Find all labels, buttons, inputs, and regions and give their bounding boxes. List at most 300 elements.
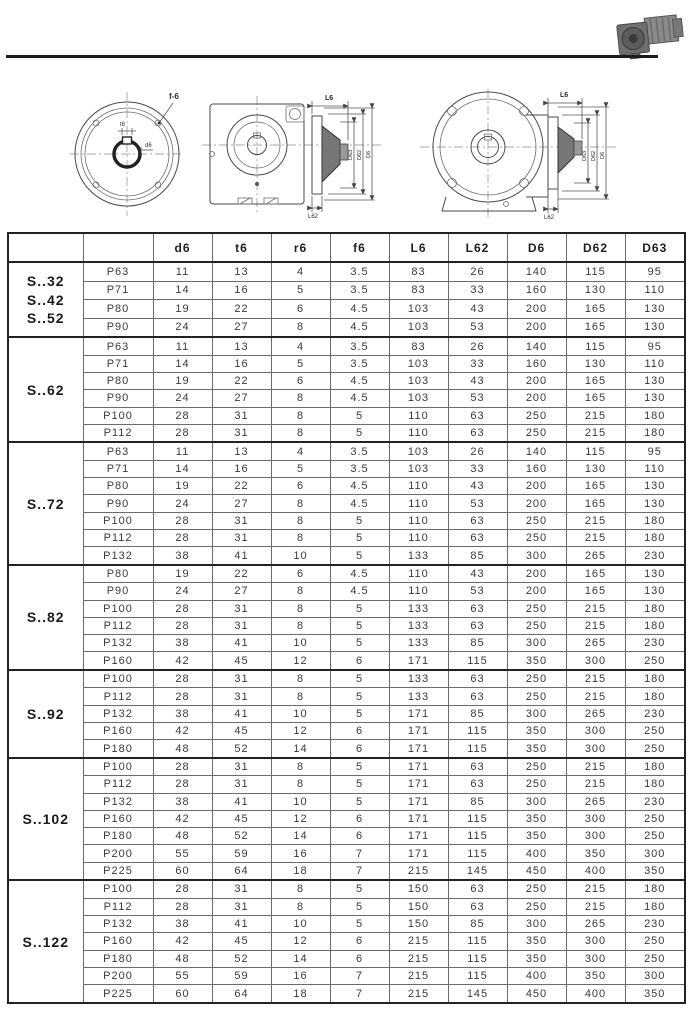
- motor-size-cell: P132: [83, 915, 153, 932]
- value-cell: 165: [566, 318, 625, 337]
- value-cell: 171: [389, 845, 448, 862]
- value-cell: 27: [212, 390, 271, 407]
- value-cell: 150: [389, 880, 448, 898]
- front-dia-label-d63: D63: [582, 150, 588, 161]
- value-cell: 28: [153, 530, 212, 547]
- value-cell: 140: [507, 442, 566, 460]
- table-row: [8, 530, 685, 547]
- value-cell: 400: [507, 845, 566, 862]
- table-row: [8, 337, 685, 355]
- value-cell: 48: [153, 950, 212, 967]
- value-cell: 115: [448, 828, 507, 845]
- value-cell: 115: [566, 262, 625, 281]
- value-cell: 14: [153, 281, 212, 299]
- value-cell: 400: [566, 985, 625, 1003]
- value-cell: 14: [153, 460, 212, 477]
- value-cell: 19: [153, 565, 212, 583]
- motor-size-cell: P80: [83, 373, 153, 390]
- value-cell: 165: [566, 565, 625, 583]
- value-cell: 110: [389, 530, 448, 547]
- value-cell: 130: [566, 281, 625, 299]
- value-cell: 5: [330, 512, 389, 529]
- value-cell: 300: [566, 740, 625, 758]
- side-view-drawing: [200, 88, 385, 220]
- value-cell: 130: [566, 460, 625, 477]
- table-row: [8, 300, 685, 318]
- value-cell: 350: [625, 862, 685, 880]
- value-cell: 5: [330, 880, 389, 898]
- value-cell: 28: [153, 407, 212, 424]
- table-row: [8, 967, 685, 984]
- motor-size-cell: P71: [83, 355, 153, 372]
- value-cell: 41: [212, 547, 271, 565]
- value-cell: 53: [448, 495, 507, 512]
- flange-callout-label: f-6: [169, 92, 179, 101]
- value-cell: 300: [625, 845, 685, 862]
- value-cell: 115: [448, 950, 507, 967]
- value-cell: 27: [212, 495, 271, 512]
- value-cell: 24: [153, 583, 212, 600]
- value-cell: 63: [448, 617, 507, 634]
- value-cell: 42: [153, 933, 212, 950]
- value-cell: 8: [271, 670, 330, 688]
- value-cell: 26: [448, 442, 507, 460]
- value-cell: 10: [271, 915, 330, 932]
- value-cell: 33: [448, 460, 507, 477]
- value-cell: 200: [507, 565, 566, 583]
- value-cell: 28: [153, 600, 212, 617]
- value-cell: 171: [389, 740, 448, 758]
- value-cell: 7: [330, 845, 389, 862]
- value-cell: 180: [625, 688, 685, 705]
- value-cell: 60: [153, 862, 212, 880]
- value-cell: 171: [389, 776, 448, 793]
- value-cell: 55: [153, 845, 212, 862]
- value-cell: 13: [212, 337, 271, 355]
- value-cell: 64: [212, 862, 271, 880]
- value-cell: 8: [271, 530, 330, 547]
- table-row: [8, 705, 685, 722]
- value-cell: 171: [389, 758, 448, 776]
- value-cell: 400: [566, 862, 625, 880]
- value-cell: 115: [448, 652, 507, 670]
- front-dia-label-d6: D6: [600, 151, 606, 159]
- value-cell: 133: [389, 617, 448, 634]
- value-cell: 6: [330, 810, 389, 827]
- value-cell: 180: [625, 776, 685, 793]
- value-cell: 63: [448, 407, 507, 424]
- table-row: [8, 776, 685, 793]
- flange-view-drawing: [60, 86, 190, 221]
- value-cell: 300: [566, 723, 625, 740]
- table-row: [8, 845, 685, 862]
- value-cell: 41: [212, 793, 271, 810]
- value-cell: 53: [448, 390, 507, 407]
- value-cell: 250: [507, 512, 566, 529]
- value-cell: 11: [153, 262, 212, 281]
- value-cell: 42: [153, 652, 212, 670]
- value-cell: 10: [271, 705, 330, 722]
- value-cell: 6: [330, 723, 389, 740]
- value-cell: 63: [448, 530, 507, 547]
- value-cell: 63: [448, 670, 507, 688]
- value-cell: 250: [507, 776, 566, 793]
- value-cell: 103: [389, 373, 448, 390]
- value-cell: 145: [448, 862, 507, 880]
- value-cell: 110: [389, 424, 448, 442]
- value-cell: 8: [271, 318, 330, 337]
- value-cell: 63: [448, 776, 507, 793]
- value-cell: 14: [271, 740, 330, 758]
- value-cell: 171: [389, 705, 448, 722]
- value-cell: 31: [212, 424, 271, 442]
- value-cell: 28: [153, 898, 212, 915]
- value-cell: 215: [566, 617, 625, 634]
- value-cell: 5: [330, 635, 389, 652]
- value-cell: 63: [448, 898, 507, 915]
- value-cell: 6: [330, 652, 389, 670]
- table-row: [8, 810, 685, 827]
- side-dia-label-d6: D6: [366, 150, 372, 158]
- value-cell: 230: [625, 915, 685, 932]
- value-cell: 5: [330, 600, 389, 617]
- value-cell: 180: [625, 512, 685, 529]
- motor-size-cell: P100: [83, 880, 153, 898]
- motor-size-cell: P132: [83, 705, 153, 722]
- value-cell: 450: [507, 862, 566, 880]
- group-label-cell: [8, 262, 83, 337]
- value-cell: 300: [566, 652, 625, 670]
- value-cell: 160: [507, 281, 566, 299]
- value-cell: 171: [389, 652, 448, 670]
- value-cell: 130: [625, 583, 685, 600]
- value-cell: 83: [389, 281, 448, 299]
- motor-size-cell: P63: [83, 442, 153, 460]
- value-cell: 450: [507, 985, 566, 1003]
- value-cell: 64: [212, 985, 271, 1003]
- value-cell: 19: [153, 478, 212, 495]
- group-label-cell: [8, 442, 83, 564]
- group-label: S..42: [26, 291, 65, 308]
- value-cell: 28: [153, 617, 212, 634]
- value-cell: 4.5: [330, 495, 389, 512]
- value-cell: 5: [330, 705, 389, 722]
- motor-size-cell: P160: [83, 652, 153, 670]
- value-cell: 165: [566, 300, 625, 318]
- value-cell: 300: [566, 810, 625, 827]
- side-dia-label-d63: D63: [348, 149, 354, 160]
- value-cell: 11: [153, 442, 212, 460]
- value-cell: 59: [212, 967, 271, 984]
- value-cell: 38: [153, 547, 212, 565]
- value-cell: 8: [271, 600, 330, 617]
- value-cell: 230: [625, 705, 685, 722]
- value-cell: 350: [507, 652, 566, 670]
- group-label-cell: [8, 880, 83, 1003]
- table-row: [8, 688, 685, 705]
- group-label: S..72: [26, 495, 65, 512]
- value-cell: 53: [448, 318, 507, 337]
- value-cell: 12: [271, 652, 330, 670]
- corner-cell: [83, 233, 153, 262]
- value-cell: 180: [625, 407, 685, 424]
- front-dia-label-d62: D62: [591, 150, 597, 161]
- value-cell: 103: [389, 318, 448, 337]
- value-cell: 115: [448, 810, 507, 827]
- value-cell: 300: [507, 705, 566, 722]
- motor-size-cell: P71: [83, 281, 153, 299]
- value-cell: 215: [566, 424, 625, 442]
- value-cell: 215: [389, 985, 448, 1003]
- value-cell: 350: [507, 950, 566, 967]
- value-cell: 250: [507, 407, 566, 424]
- value-cell: 3.5: [330, 281, 389, 299]
- value-cell: 145: [448, 985, 507, 1003]
- table-row: [8, 740, 685, 758]
- column-header-D6: D6: [507, 233, 566, 262]
- value-cell: 12: [271, 723, 330, 740]
- table-row: [8, 442, 685, 460]
- column-header-L62: L62: [448, 233, 507, 262]
- group-label-cell: [8, 337, 83, 442]
- value-cell: 5: [330, 898, 389, 915]
- value-cell: 8: [271, 758, 330, 776]
- value-cell: 28: [153, 688, 212, 705]
- value-cell: 6: [271, 565, 330, 583]
- front-view-drawing: [418, 85, 623, 222]
- value-cell: 5: [330, 670, 389, 688]
- value-cell: 3.5: [330, 442, 389, 460]
- value-cell: 12: [271, 933, 330, 950]
- value-cell: 95: [625, 262, 685, 281]
- motor-size-cell: P132: [83, 547, 153, 565]
- value-cell: 4: [271, 442, 330, 460]
- value-cell: 265: [566, 547, 625, 565]
- value-cell: 31: [212, 898, 271, 915]
- value-cell: 215: [566, 776, 625, 793]
- value-cell: 110: [389, 583, 448, 600]
- value-cell: 165: [566, 373, 625, 390]
- value-cell: 250: [507, 688, 566, 705]
- dimension-table: [7, 232, 686, 1004]
- value-cell: 300: [625, 967, 685, 984]
- value-cell: 31: [212, 530, 271, 547]
- table-row: [8, 547, 685, 565]
- value-cell: 250: [625, 740, 685, 758]
- value-cell: 41: [212, 915, 271, 932]
- value-cell: 350: [566, 967, 625, 984]
- group-label: S..82: [26, 609, 65, 626]
- value-cell: 300: [507, 635, 566, 652]
- value-cell: 300: [566, 828, 625, 845]
- value-cell: 43: [448, 565, 507, 583]
- table-row: [8, 478, 685, 495]
- motor-size-cell: P180: [83, 828, 153, 845]
- table-row: [8, 600, 685, 617]
- value-cell: 24: [153, 390, 212, 407]
- table-row: [8, 828, 685, 845]
- value-cell: 63: [448, 758, 507, 776]
- column-header-r6: r6: [271, 233, 330, 262]
- group-label: S..32: [26, 273, 65, 290]
- value-cell: 28: [153, 758, 212, 776]
- front-length-dim-label: L6: [560, 92, 569, 99]
- table-row: [8, 880, 685, 898]
- value-cell: 200: [507, 478, 566, 495]
- value-cell: 7: [330, 862, 389, 880]
- table-row: [8, 723, 685, 740]
- value-cell: 215: [566, 880, 625, 898]
- column-header-t6: t6: [212, 233, 271, 262]
- value-cell: 33: [448, 281, 507, 299]
- value-cell: 400: [507, 967, 566, 984]
- value-cell: 31: [212, 880, 271, 898]
- motor-size-cell: P225: [83, 985, 153, 1003]
- value-cell: 180: [625, 670, 685, 688]
- value-cell: 31: [212, 407, 271, 424]
- value-cell: 45: [212, 933, 271, 950]
- value-cell: 7: [330, 985, 389, 1003]
- value-cell: 38: [153, 793, 212, 810]
- value-cell: 28: [153, 424, 212, 442]
- motor-size-cell: P180: [83, 740, 153, 758]
- table-row: [8, 758, 685, 776]
- value-cell: 215: [566, 407, 625, 424]
- value-cell: 85: [448, 635, 507, 652]
- value-cell: 5: [330, 915, 389, 932]
- motor-size-cell: P100: [83, 600, 153, 617]
- value-cell: 130: [625, 565, 685, 583]
- value-cell: 31: [212, 512, 271, 529]
- value-cell: 3.5: [330, 460, 389, 477]
- table-row: [8, 915, 685, 932]
- column-header-D62: D62: [566, 233, 625, 262]
- value-cell: 8: [271, 880, 330, 898]
- value-cell: 133: [389, 635, 448, 652]
- value-cell: 200: [507, 318, 566, 337]
- value-cell: 31: [212, 670, 271, 688]
- value-cell: 215: [566, 758, 625, 776]
- value-cell: 250: [625, 933, 685, 950]
- value-cell: 300: [566, 933, 625, 950]
- value-cell: 300: [507, 915, 566, 932]
- value-cell: 3.5: [330, 262, 389, 281]
- value-cell: 200: [507, 583, 566, 600]
- value-cell: 165: [566, 478, 625, 495]
- value-cell: 6: [271, 478, 330, 495]
- value-cell: 180: [625, 600, 685, 617]
- value-cell: 160: [507, 460, 566, 477]
- value-cell: 8: [271, 424, 330, 442]
- value-cell: 165: [566, 390, 625, 407]
- value-cell: 150: [389, 915, 448, 932]
- value-cell: 41: [212, 635, 271, 652]
- value-cell: 215: [566, 688, 625, 705]
- value-cell: 110: [389, 495, 448, 512]
- value-cell: 250: [625, 950, 685, 967]
- value-cell: 250: [507, 880, 566, 898]
- value-cell: 28: [153, 670, 212, 688]
- value-cell: 200: [507, 373, 566, 390]
- value-cell: 5: [330, 688, 389, 705]
- value-cell: 18: [271, 862, 330, 880]
- value-cell: 31: [212, 617, 271, 634]
- group-label-cell: [8, 670, 83, 758]
- value-cell: 250: [507, 617, 566, 634]
- value-cell: 27: [212, 318, 271, 337]
- value-cell: 43: [448, 478, 507, 495]
- value-cell: 130: [625, 478, 685, 495]
- value-cell: 350: [507, 723, 566, 740]
- side-length-dim-label: L6: [325, 95, 334, 102]
- motor-size-cell: P100: [83, 407, 153, 424]
- value-cell: 133: [389, 670, 448, 688]
- value-cell: 4.5: [330, 583, 389, 600]
- value-cell: 350: [507, 740, 566, 758]
- value-cell: 265: [566, 793, 625, 810]
- group-label-cell: [8, 758, 83, 880]
- value-cell: 38: [153, 705, 212, 722]
- value-cell: 6: [330, 933, 389, 950]
- value-cell: 83: [389, 262, 448, 281]
- table-row: [8, 495, 685, 512]
- value-cell: 95: [625, 337, 685, 355]
- motor-size-cell: P112: [83, 776, 153, 793]
- side-offset-dim-label: L62: [308, 214, 319, 220]
- value-cell: 4.5: [330, 300, 389, 318]
- value-cell: 140: [507, 262, 566, 281]
- header-rule: [6, 55, 658, 58]
- front-offset-dim-label: L62: [544, 215, 555, 221]
- value-cell: 95: [625, 442, 685, 460]
- motor-size-cell: P63: [83, 337, 153, 355]
- value-cell: 5: [330, 793, 389, 810]
- motor-size-cell: P200: [83, 845, 153, 862]
- value-cell: 130: [625, 390, 685, 407]
- value-cell: 63: [448, 880, 507, 898]
- value-cell: 160: [507, 355, 566, 372]
- value-cell: 215: [389, 933, 448, 950]
- table-row: [8, 583, 685, 600]
- corner-cell: [8, 233, 83, 262]
- value-cell: 13: [212, 442, 271, 460]
- value-cell: 150: [389, 898, 448, 915]
- group-label: S..102: [22, 810, 69, 827]
- value-cell: 110: [389, 512, 448, 529]
- column-header-f6: f6: [330, 233, 389, 262]
- motor-size-cell: P112: [83, 424, 153, 442]
- value-cell: 200: [507, 300, 566, 318]
- value-cell: 215: [566, 530, 625, 547]
- value-cell: 63: [448, 424, 507, 442]
- value-cell: 10: [271, 635, 330, 652]
- value-cell: 215: [566, 670, 625, 688]
- value-cell: 8: [271, 617, 330, 634]
- group-label: S..62: [26, 381, 65, 398]
- value-cell: 250: [507, 600, 566, 617]
- value-cell: 130: [625, 495, 685, 512]
- motor-size-cell: P132: [83, 635, 153, 652]
- value-cell: 133: [389, 600, 448, 617]
- value-cell: 52: [212, 950, 271, 967]
- value-cell: 133: [389, 547, 448, 565]
- value-cell: 250: [507, 424, 566, 442]
- value-cell: 250: [625, 828, 685, 845]
- group-label-cell: [8, 565, 83, 670]
- value-cell: 8: [271, 583, 330, 600]
- motor-size-cell: P100: [83, 512, 153, 529]
- table-row: [8, 407, 685, 424]
